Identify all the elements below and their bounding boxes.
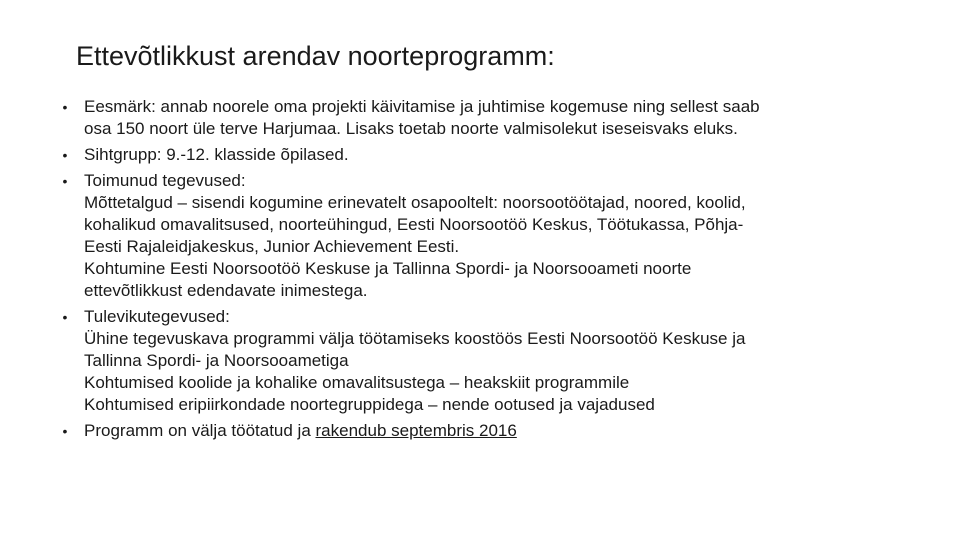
bullet-text-line: Tulevikutegevused: (84, 307, 230, 326)
bullet-icon: • (62, 309, 68, 325)
program-status-text: Programm on välja töötatud ja (84, 421, 316, 440)
bullet-text-line: Toimunud tegevused: (84, 171, 246, 190)
bullet-text-line: osa 150 noort üle terve Harjumaa. Lisaks toetab noorte valmisolekut iseseisvaks eluks. (84, 119, 738, 138)
bullet-text-line: Tallinna Spordi- ja Noorsooametiga (84, 351, 349, 370)
bullet-text-line: Kohtumised eripiirkondade noortegruppidega – nende ootused ja vajadused (84, 395, 655, 414)
bullet-icon: • (62, 147, 68, 163)
bullet-text-line: kohalikud omavalitsused, noorteühingud, Eesti Noorsootöö Keskus, Töötukassa, Põhja- (84, 215, 744, 234)
bullet-text-line: Eesmärk: annab noorele oma projekti käivitamise ja juhtimise kogemuse ning sellest saab (84, 97, 760, 116)
bullet-item-future-activities (58, 306, 918, 416)
bullet-item-program-status (58, 420, 918, 442)
bullet-item-past-activities (58, 170, 918, 302)
bullet-item-target-group (58, 144, 918, 166)
bullet-list (58, 96, 918, 446)
bullet-text-line: ettevõtlikkust edendavate inimestega. (84, 281, 368, 300)
bullet-icon: • (62, 423, 68, 439)
launch-date-text: rakendub septembris 2016 (315, 421, 517, 440)
bullet-text-line: Mõttetalgud – sisendi kogumine erinevatelt osapooltelt: noorsootöötajad, noored, koolid, (84, 193, 746, 212)
bullet-icon: • (62, 173, 68, 189)
bullet-icon: • (62, 99, 68, 115)
bullet-text-line: Ühine tegevuskava programmi välja töötamiseks koostöös Eesti Noorsootöö Keskuse ja (84, 329, 746, 348)
bullet-text-line: Kohtumised koolide ja kohalike omavalitsustega – heakskiit programmile (84, 373, 630, 392)
slide-title: Ettevõtlikkust arendav noorteprogramm: (76, 41, 555, 71)
bullet-text-line: Kohtumine Eesti Noorsootöö Keskuse ja Tallinna Spordi- ja Noorsooameti noorte (84, 259, 692, 278)
bullet-text-line: Sihtgrupp: 9.-12. klasside õpilased. (84, 145, 349, 164)
bullet-text-line (84, 420, 918, 442)
bullet-item-goal (58, 96, 918, 140)
bullet-text-line: Eesti Rajaleidjakeskus, Junior Achievement Eesti. (84, 237, 460, 256)
